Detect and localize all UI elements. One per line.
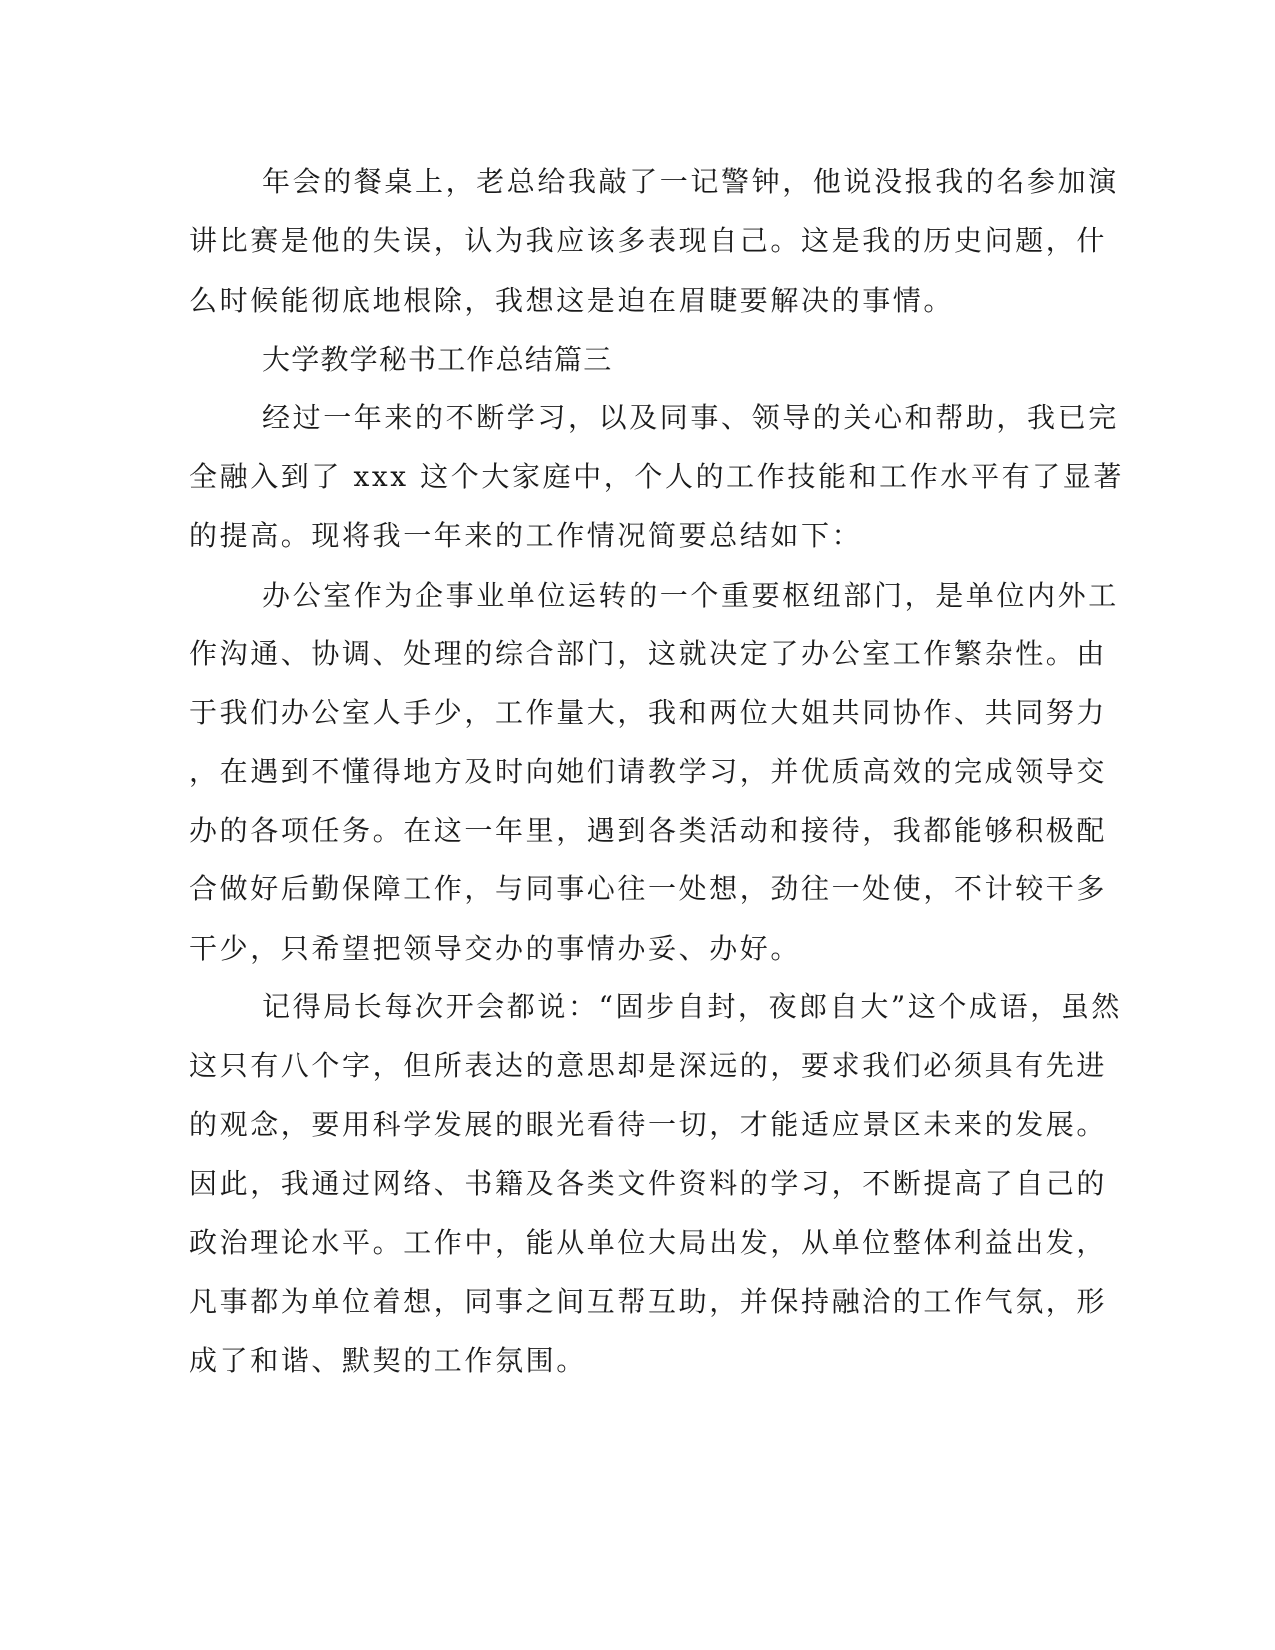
paragraph-4-line-2: 这只有八个字，但所表达的意思却是深远的，要求我们必须具有先进 bbox=[189, 1049, 1108, 1082]
paragraph-2-line-2: 全融入到了 xxx 这个大家庭中，个人的工作技能和工作水平有了显著 bbox=[189, 460, 1124, 493]
paragraph-3-line-7: 干少，只希望把领导交办的事情办妥、办好。 bbox=[189, 932, 802, 965]
paragraph-3-line-1: 办公室作为企事业单位运转的一个重要枢纽部门，是单位内外工 bbox=[262, 579, 1119, 612]
paragraph-2-line-1: 经过一年来的不断学习，以及同事、领导的关心和帮助，我已完 bbox=[262, 401, 1119, 434]
paragraph-1-line-1: 年会的餐桌上，老总给我敲了一记警钟，他说没报我的名参加演 bbox=[262, 165, 1119, 198]
paragraph-4-line-4: 因此，我通过网络、书籍及各类文件资料的学习，不断提高了自己的 bbox=[189, 1167, 1108, 1200]
paragraph-4-line-7: 成了和谐、默契的工作氛围。 bbox=[189, 1344, 587, 1377]
paragraph-4-line-5: 政治理论水平。工作中，能从单位大局出发，从单位整体利益出发， bbox=[189, 1226, 1108, 1259]
paragraph-4-line-3: 的观念，要用科学发展的眼光看待一切，才能适应景区未来的发展。 bbox=[189, 1108, 1108, 1141]
section-heading: 大学教学秘书工作总结篇三 bbox=[262, 343, 613, 376]
paragraph-3-line-5: 办的各项任务。在这一年里，遇到各类活动和接待，我都能够积极配 bbox=[189, 814, 1108, 847]
paragraph-3-line-3: 于我们办公室人手少，工作量大，我和两位大姐共同协作、共同努力 bbox=[189, 696, 1108, 729]
paragraph-1-line-2: 讲比赛是他的失误，认为我应该多表现自己。这是我的历史问题，什 bbox=[189, 224, 1108, 257]
paragraph-1-line-3: 么时候能彻底地根除，我想这是迫在眉睫要解决的事情。 bbox=[189, 284, 955, 317]
paragraph-3-line-2: 作沟通、协调、处理的综合部门，这就决定了办公室工作繁杂性。由 bbox=[189, 637, 1108, 670]
paragraph-3-line-6: 合做好后勤保障工作，与同事心往一处想，劲往一处使，不计较干多 bbox=[189, 872, 1108, 905]
paragraph-3-line-4: ，在遇到不懂得地方及时向她们请教学习，并优质高效的完成领导交 bbox=[189, 755, 1108, 788]
paragraph-4-line-1: 记得局长每次开会都说：“固步自封，夜郎自大”这个成语，虽然 bbox=[262, 990, 1123, 1023]
paragraph-2-line-3: 的提高。现将我一年来的工作情况简要总结如下： bbox=[189, 519, 863, 552]
paragraph-4-line-6: 凡事都为单位着想，同事之间互帮互助，并保持融洽的工作气氛，形 bbox=[189, 1285, 1108, 1318]
